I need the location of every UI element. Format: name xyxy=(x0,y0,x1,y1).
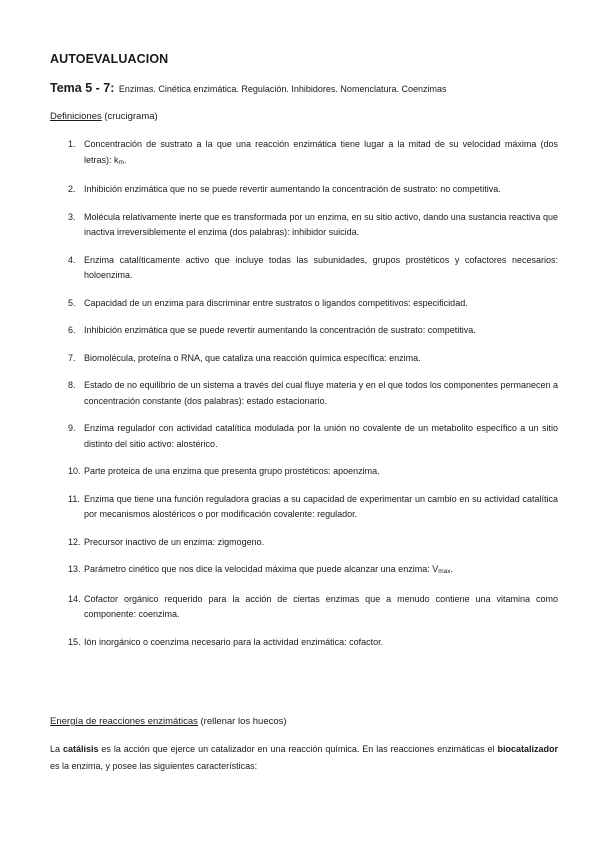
definition-number: 9. xyxy=(68,423,76,433)
definition-number: 12. xyxy=(68,536,81,547)
definiciones-note: (crucigrama) xyxy=(104,111,158,122)
energia-heading-line xyxy=(50,716,287,727)
definition-number: 2. xyxy=(68,184,76,194)
definition-text: Molécula relativamente inerte que es transformada por un enzima, en su sitio activo, dando una sustancia reactiva que inactiva irreversiblemente el enzima (dos palabras): inhibidor suicida. xyxy=(84,211,558,237)
definition-text: Concentración de sustrato a la que una reacción enzimática tiene lugar a la mitad de su velocidad máxima (dos letras): k xyxy=(84,139,558,165)
definition-number: 6. xyxy=(68,325,76,335)
definition-item xyxy=(50,378,558,409)
catalisis-term: catálisis xyxy=(62,744,99,754)
tema-label: Tema 5 - 7: xyxy=(50,81,115,95)
definition-number: 1. xyxy=(68,139,76,149)
tema-line xyxy=(50,79,446,97)
definition-item xyxy=(50,421,558,452)
definition-text: Cofactor orgánico requerido para la acción de ciertas enzimas que a menudo contiene una vitamina como componente: coenzima. xyxy=(84,593,558,619)
definiciones-heading-line xyxy=(50,111,158,122)
definition-number: 14. xyxy=(68,593,81,604)
definition-number: 15. xyxy=(68,636,81,647)
definition-number: 3. xyxy=(68,211,76,222)
definition-item xyxy=(50,253,558,284)
definition-item xyxy=(50,635,558,651)
definition-text: Enzima que tiene una función reguladora gracias a su capacidad de experimentar un cambio en su actividad catalítica por mecanismos alostéricos o por modificación covalente: regulador. xyxy=(84,493,558,519)
definition-number: 13. xyxy=(68,564,81,574)
definition-item xyxy=(50,210,558,241)
definition-number: 5. xyxy=(68,297,76,308)
definition-item xyxy=(50,137,558,170)
definition-item xyxy=(50,182,558,198)
definition-number: 4. xyxy=(68,254,76,265)
definition-subscript: max xyxy=(438,568,451,575)
definition-text: Inhibición enzimática que no se puede revertir aumentando la concentración de sustrato: no competitiva. xyxy=(84,184,501,194)
definiciones-heading: Definiciones xyxy=(50,111,102,122)
definitions-list xyxy=(50,137,558,662)
energia-paragraph-part: es la acción que ejerce un catalizador en una reacción química. En las reacciones enzimáticas el xyxy=(98,744,498,754)
tema-topics: Enzimas. Cinética enzimática. Regulación. Inhibidores. Nomenclatura. Coenzimas xyxy=(118,84,447,94)
biocatalizador-term: biocatalizador xyxy=(497,744,559,754)
definition-text: Estado de no equilibrio de un sistema a través del cual fluye materia y en el que todos los componentes permanecen a concentración constante (dos palabras): estado estacionario. xyxy=(84,380,558,406)
definition-item xyxy=(50,535,558,551)
energia-paragraph-part: es la enzima, y posee las siguientes características: xyxy=(50,760,258,771)
definition-number: 8. xyxy=(68,380,76,390)
definition-tail: . xyxy=(450,564,454,574)
definition-item xyxy=(50,464,558,480)
definition-item xyxy=(50,296,558,312)
definition-text: Precursor inactivo de un enzima: zigmogeno. xyxy=(84,536,265,547)
definition-text: Capacidad de un enzima para discriminar entre sustratos o ligandos competitivos: especificidad. xyxy=(84,297,468,308)
document-title: AUTOEVALUACION xyxy=(50,52,169,66)
definition-text: Parte proteica de una enzima que presenta grupo prostéticos: apoenzima. xyxy=(84,466,380,476)
energia-note: (rellenar los huecos) xyxy=(200,716,287,727)
definition-item xyxy=(50,492,558,523)
definition-number: 10. xyxy=(68,466,81,476)
definition-tail: . xyxy=(123,154,127,165)
definition-text: Enzima regulador con actividad catalítica modulada por la unión no covalente de un metabolito específico a un sitio distinto del sitio activo: alostérico. xyxy=(84,423,558,449)
definition-number: 11. xyxy=(68,493,80,504)
definition-text: Biomolécula, proteína o RNA, que cataliza una reacción química específica: enzima. xyxy=(84,352,421,363)
energia-paragraph-part: La xyxy=(50,744,63,754)
definition-item xyxy=(50,562,558,580)
definition-number: 7. xyxy=(68,352,76,363)
energia-paragraph xyxy=(50,741,558,774)
definition-text: Ión inorgánico o coenzima necesario para la actividad enzimática: cofactor. xyxy=(84,636,384,647)
definition-item xyxy=(50,351,558,367)
energia-heading: Energía de reacciones enzimáticas xyxy=(50,716,198,727)
definition-item xyxy=(50,592,558,623)
definition-text: Parámetro cinético que nos dice la velocidad máxima que puede alcanzar una enzima: V xyxy=(84,564,439,574)
definition-text: Inhibición enzimática que se puede revertir aumentando la concentración de sustrato: competitiva. xyxy=(84,325,476,335)
definition-subscript: m xyxy=(118,158,124,166)
definition-text: Enzima catalíticamente activo que incluye todas las subunidades, grupos prostéticos y cofactores necesarios: holoenzima. xyxy=(84,254,558,280)
definition-item xyxy=(50,323,558,339)
